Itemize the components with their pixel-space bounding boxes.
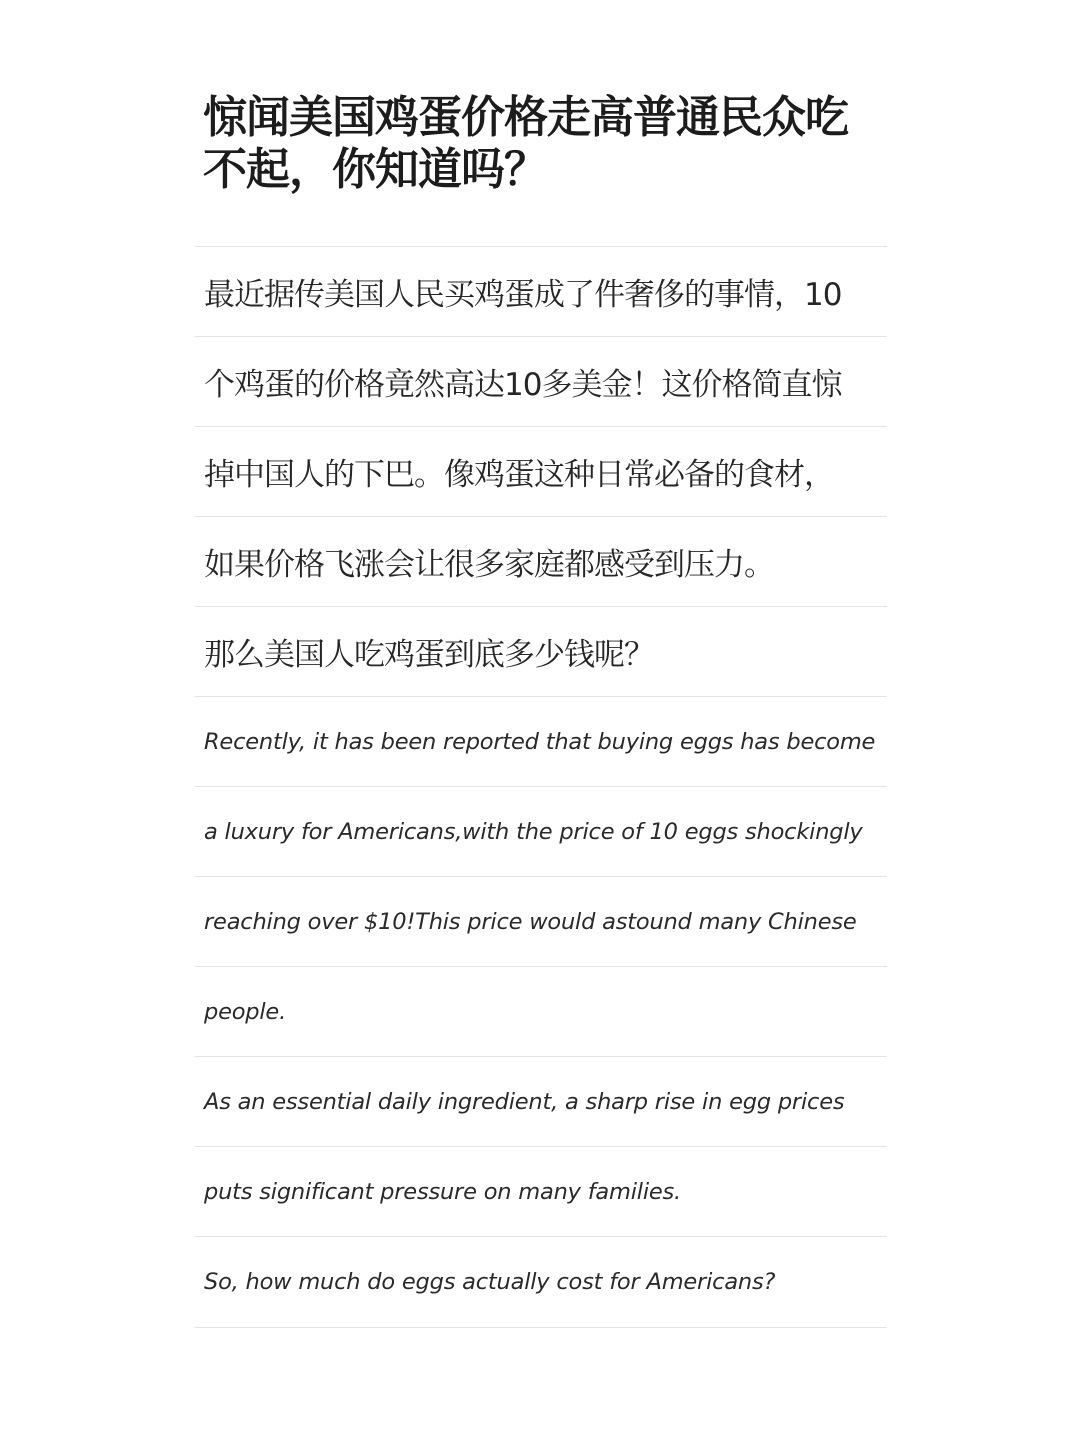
line-text: 掉中国人的下巴。像鸡蛋这种日常必备的食材， bbox=[204, 457, 834, 493]
text-line-zh-3 bbox=[195, 426, 887, 516]
line-text: So, how much do eggs actually cost for Americans? bbox=[204, 1269, 776, 1295]
text-line-en-6 bbox=[195, 1146, 887, 1236]
text-line-en-2 bbox=[195, 786, 887, 876]
text-line-en-7 bbox=[195, 1236, 887, 1328]
line-text: 那么美国人吃鸡蛋到底多少钱呢？ bbox=[204, 637, 654, 673]
line-text: puts significant pressure on many families. bbox=[204, 1178, 682, 1205]
line-text: people. bbox=[204, 998, 287, 1025]
text-line-en-5 bbox=[195, 1056, 887, 1146]
text-line-en-4 bbox=[195, 966, 887, 1056]
line-text: 如果价格飞涨会让很多家庭都感受到压力。 bbox=[204, 547, 774, 583]
text-line-en-1 bbox=[195, 696, 887, 786]
line-text: Recently, it has been reported that buying eggs has become bbox=[204, 728, 876, 755]
line-text: As an essential daily ingredient, a sharp rise in egg prices bbox=[204, 1088, 845, 1115]
line-text: reaching over $10!This price would astound many Chinese bbox=[204, 908, 857, 935]
article-title: 惊闻美国鸡蛋价格走高普通民众吃不起，你知道吗？ bbox=[203, 92, 848, 195]
line-text: a luxury for Americans,with the price of 10 eggs shockingly bbox=[204, 818, 863, 845]
text-line-zh-5 bbox=[195, 606, 887, 696]
text-line-zh-2 bbox=[195, 336, 887, 426]
text-line-zh-4 bbox=[195, 516, 887, 606]
ruled-text-block bbox=[195, 246, 887, 1328]
line-text: 个鸡蛋的价格竟然高达10多美金！这价格简直惊 bbox=[204, 367, 842, 403]
line-text: 最近据传美国人民买鸡蛋成了件奢侈的事情，10 bbox=[204, 277, 842, 313]
text-line-zh-1 bbox=[195, 246, 887, 336]
text-line-en-3 bbox=[195, 876, 887, 966]
